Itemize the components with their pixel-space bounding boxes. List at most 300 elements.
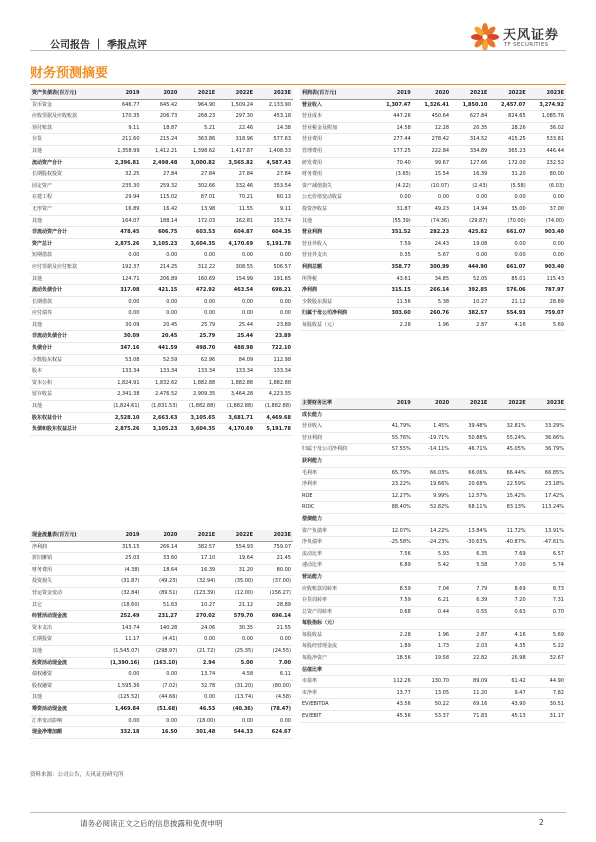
- table-cell: (25.35): [217, 645, 255, 657]
- section-rule: [30, 84, 566, 85]
- table-cell: 334.89: [451, 145, 489, 157]
- table-cell: 36.66%: [528, 432, 566, 444]
- row-label: 筹资活动现金流: [30, 703, 104, 715]
- table-cell: 824.65: [489, 111, 527, 123]
- table-cell: 0.00: [255, 250, 293, 262]
- table-cell: 0.00: [217, 250, 255, 262]
- table-cell: 80.00: [255, 564, 293, 576]
- table-cell: 55.24%: [489, 432, 527, 444]
- table-cell: (163.10): [142, 657, 180, 669]
- table-cell: 13.91%: [528, 525, 566, 537]
- table-cell: 87.01: [179, 192, 217, 204]
- table-cell: 80.00: [528, 169, 566, 181]
- table-cell: 0.68: [374, 606, 412, 618]
- table-cell: 23.18%: [528, 479, 566, 491]
- logo-cn-text: 天风证券: [503, 28, 560, 43]
- row-label: 资产负债率: [300, 525, 374, 537]
- table-row: [30, 424, 293, 436]
- table-cell: 25.44: [217, 331, 255, 343]
- row-label: 股东权益合计: [30, 412, 104, 424]
- column-header: 2021E: [451, 398, 489, 409]
- table-row: [300, 629, 566, 641]
- column-header: 2019: [374, 88, 412, 99]
- table-cell: (31.20): [217, 680, 255, 692]
- table-cell: 3,604.35: [179, 238, 217, 250]
- table-cell: 164.07: [104, 215, 142, 227]
- table-cell: (1,882.88): [179, 401, 217, 413]
- table-cell: 61.42: [489, 676, 527, 688]
- table-row: [30, 692, 293, 704]
- row-label: 每股收益: [300, 629, 374, 641]
- table-cell: 627.84: [451, 111, 489, 123]
- table-cell: 14.22%: [413, 525, 451, 537]
- table-cell: 7.59: [374, 238, 412, 250]
- table-cell: 4,469.68: [255, 412, 293, 424]
- table-cell: 3,105.65: [179, 412, 217, 424]
- table-cell: 232.52: [528, 157, 566, 169]
- table-cell: 23.89: [255, 331, 293, 343]
- table-cell: (1,831.53): [142, 401, 180, 413]
- table-row: [30, 157, 293, 169]
- table-row: [30, 343, 293, 355]
- table-cell: 50.88%: [451, 432, 489, 444]
- column-header: 资产负债表(百万元): [30, 88, 104, 99]
- table-cell: 19.58: [413, 653, 451, 665]
- table-cell: 2.28: [374, 319, 412, 331]
- row-label: 长期借款: [30, 296, 104, 308]
- table-cell: 2,909.35: [179, 389, 217, 401]
- table-cell: 0.55: [451, 606, 489, 618]
- table-cell: [451, 455, 489, 467]
- table-cell: 222.84: [413, 145, 451, 157]
- table-cell: 24.43: [413, 238, 451, 250]
- table-cell: 270.02: [179, 611, 217, 623]
- row-label: 无形资产: [30, 203, 104, 215]
- table-row: [300, 618, 566, 630]
- table-cell: 1,412.21: [142, 145, 180, 157]
- table-cell: 347.16: [104, 343, 142, 355]
- table-row: [300, 502, 566, 514]
- table-cell: 0.00: [374, 192, 412, 204]
- table-cell: 5,191.78: [255, 424, 293, 436]
- table-cell: 84.09: [217, 354, 255, 366]
- table-cell: 55.76%: [374, 432, 412, 444]
- table-cell: 317.08: [104, 285, 142, 297]
- table-cell: 0.00: [142, 715, 180, 727]
- table-cell: 5.38: [413, 296, 451, 308]
- row-label: 其他: [30, 145, 104, 157]
- row-label: 偿债能力: [300, 513, 374, 525]
- table-cell: 4,587.43: [255, 157, 293, 169]
- logo-en-text: TF SECURITIES: [504, 42, 549, 48]
- table-cell: (35.00): [217, 576, 255, 588]
- table-cell: 16.50: [142, 727, 180, 739]
- table-cell: 722.10: [255, 343, 293, 355]
- table-cell: 2,498.48: [142, 157, 180, 169]
- table-cell: 0.00: [255, 296, 293, 308]
- table-cell: 15.54: [413, 169, 451, 181]
- table-cell: [489, 409, 527, 421]
- table-cell: 32.25: [104, 169, 142, 181]
- table-row: [300, 687, 566, 699]
- row-label: ROIC: [300, 502, 374, 514]
- table-cell: 5.93: [413, 548, 451, 560]
- table-row: [300, 653, 566, 665]
- table-cell: 661.07: [489, 227, 527, 239]
- flower-logo-icon: [470, 22, 500, 52]
- table-cell: 66.44%: [489, 467, 527, 479]
- table-cell: 303.60: [374, 308, 412, 320]
- table-cell: 5,191.78: [255, 238, 293, 250]
- row-label: 负债和股东权益总计: [30, 424, 104, 436]
- table-cell: 9.47: [489, 687, 527, 699]
- table-cell: 26.98: [489, 653, 527, 665]
- table-cell: 30.51: [528, 699, 566, 711]
- table-cell: 315.15: [374, 285, 412, 297]
- table-cell: [374, 409, 412, 421]
- table-cell: 12.07%: [374, 525, 412, 537]
- section-title: 财务预测摘要: [30, 66, 109, 81]
- table-cell: 498.70: [179, 343, 217, 355]
- table-cell: 1.96: [413, 629, 451, 641]
- row-label: EV/EBITDA: [300, 699, 374, 711]
- table-cell: 1,824.91: [104, 377, 142, 389]
- table-row: [300, 227, 566, 239]
- row-label: 研发费用: [300, 157, 374, 169]
- table-cell: 16.42: [142, 203, 180, 215]
- table-cell: 211.60: [104, 134, 142, 146]
- table-cell: [413, 571, 451, 583]
- table-cell: 17.10: [179, 553, 217, 565]
- table-cell: 415.25: [489, 134, 527, 146]
- table-cell: 698.21: [255, 285, 293, 297]
- table-cell: 2.28: [374, 629, 412, 641]
- table-cell: 787.97: [528, 285, 566, 297]
- table-cell: 7.79: [451, 583, 489, 595]
- table-cell: 353.54: [255, 180, 293, 192]
- table-cell: 19.08: [451, 238, 489, 250]
- table-cell: (5.58): [489, 180, 527, 192]
- table-cell: 4,170.69: [217, 238, 255, 250]
- table-cell: 0.00: [255, 634, 293, 646]
- column-header: 2021E: [179, 530, 217, 541]
- row-label: 流动比率: [300, 548, 374, 560]
- table-cell: -14.11%: [413, 444, 451, 456]
- row-label: 非流动资产合计: [30, 227, 104, 239]
- table-cell: 314.52: [451, 134, 489, 146]
- table-cell: 1,509.24: [217, 99, 255, 111]
- row-label: 留存收益: [30, 389, 104, 401]
- table-cell: 278.42: [413, 134, 451, 146]
- table-cell: 51.63: [142, 599, 180, 611]
- table-cell: (156.27): [255, 587, 293, 599]
- table-cell: 19.66%: [413, 479, 451, 491]
- table-cell: 4,223.35: [255, 389, 293, 401]
- table-cell: 14.38: [255, 122, 293, 134]
- table-cell: 506.57: [255, 261, 293, 273]
- table-cell: 2,875.26: [104, 238, 142, 250]
- table-cell: 12.27%: [374, 490, 412, 502]
- table-row: [30, 599, 293, 611]
- table-cell: 60.13: [255, 192, 293, 204]
- table-cell: [374, 664, 412, 676]
- row-label: 获利能力: [300, 455, 374, 467]
- table-cell: 49.23: [413, 203, 451, 215]
- table-row: [300, 145, 566, 157]
- table-cell: [451, 409, 489, 421]
- table-cell: (29.87): [451, 215, 489, 227]
- column-header: 2020: [142, 530, 180, 541]
- table-cell: 1,469.84: [104, 703, 142, 715]
- table-cell: 392.85: [451, 285, 489, 297]
- table-cell: 188.14: [142, 215, 180, 227]
- row-label: 毛利率: [300, 467, 374, 479]
- table-cell: 52.82%: [413, 502, 451, 514]
- source-note: 资料来源：公司公告，天风证券研究所: [30, 772, 124, 778]
- row-label: ROE: [300, 490, 374, 502]
- table-cell: 0.00: [528, 250, 566, 262]
- table-cell: (32.94): [179, 576, 217, 588]
- table-cell: 297.30: [217, 111, 255, 123]
- column-header: 2019: [374, 398, 412, 409]
- table-cell: 27.84: [179, 169, 217, 181]
- table-row: [30, 727, 293, 739]
- table-cell: 554.93: [217, 541, 255, 553]
- table-row: [300, 595, 566, 607]
- row-label: 其他: [30, 215, 104, 227]
- table-cell: 0.00: [104, 715, 142, 727]
- table-cell: (21.72): [179, 645, 217, 657]
- table-cell: (13.74): [217, 692, 255, 704]
- table-cell: (1,545.07): [104, 645, 142, 657]
- column-header: 2022E: [217, 88, 255, 99]
- table-cell: 277.44: [374, 134, 412, 146]
- table-row: [300, 490, 566, 502]
- table-cell: (298.97): [142, 645, 180, 657]
- row-label: 净利润: [300, 285, 374, 297]
- table-cell: 2,396.81: [104, 157, 142, 169]
- table-cell: 16.39: [451, 169, 489, 181]
- row-label: 归属于母公司净利润: [300, 444, 374, 456]
- row-label: 预付账款: [30, 122, 104, 134]
- table-cell: 3,464.28: [217, 389, 255, 401]
- table-cell: (3.65): [374, 169, 412, 181]
- row-label: 投资活动现金流: [30, 657, 104, 669]
- table-cell: 14.94: [451, 203, 489, 215]
- table-cell: 62.96: [179, 354, 217, 366]
- row-label: 资本支出: [30, 622, 104, 634]
- table-cell: [374, 455, 412, 467]
- table-cell: (12.00): [217, 587, 255, 599]
- column-header: 2019: [104, 88, 142, 99]
- table-cell: 27.84: [142, 169, 180, 181]
- table-cell: 447.26: [374, 111, 412, 123]
- table-cell: 266.14: [413, 285, 451, 297]
- table-cell: 113.24%: [528, 502, 566, 514]
- table-cell: 11.56: [374, 296, 412, 308]
- row-label: 存货周转率: [300, 595, 374, 607]
- table-cell: 215.24: [142, 134, 180, 146]
- table-cell: 259.32: [142, 180, 180, 192]
- table-cell: 5.00: [217, 657, 255, 669]
- table-cell: [528, 664, 566, 676]
- table-cell: 363.86: [179, 134, 217, 146]
- table-cell: 1,882.88: [179, 377, 217, 389]
- table-cell: 0.00: [142, 669, 180, 681]
- table-row: [300, 537, 566, 549]
- table-cell: 18.87: [142, 122, 180, 134]
- table-row: [300, 169, 566, 181]
- table-cell: (55.39): [374, 215, 412, 227]
- table-cell: 544.33: [217, 727, 255, 739]
- table-cell: 0.00: [489, 238, 527, 250]
- table-cell: 533.81: [528, 134, 566, 146]
- balance-sheet-table: [30, 88, 293, 436]
- table-row: [300, 676, 566, 688]
- income-statement-table: [300, 88, 566, 331]
- table-cell: 282.23: [413, 227, 451, 239]
- table-cell: 4.16: [489, 319, 527, 331]
- table-cell: 604.35: [255, 227, 293, 239]
- table-cell: 46.53: [179, 703, 217, 715]
- table-cell: 45.05%: [489, 444, 527, 456]
- table-row: [300, 560, 566, 572]
- table-cell: 68.11%: [451, 502, 489, 514]
- column-header: 2021E: [179, 88, 217, 99]
- table-cell: 1,882.88: [217, 377, 255, 389]
- table-row: [300, 444, 566, 456]
- table-cell: 4.58: [217, 669, 255, 681]
- table-cell: 606.75: [142, 227, 180, 239]
- table-cell: 0.00: [179, 296, 217, 308]
- table-cell: 65.79%: [374, 467, 412, 479]
- table-row: [300, 525, 566, 537]
- table-row: [30, 192, 293, 204]
- row-label: 折旧摊销: [30, 553, 104, 565]
- row-label: 营业利润: [300, 227, 374, 239]
- table-cell: 1,307.47: [374, 99, 412, 111]
- table-cell: (4.41): [142, 634, 180, 646]
- table-row: [300, 664, 566, 676]
- table-row: [30, 553, 293, 565]
- table-cell: 124.71: [104, 273, 142, 285]
- table-cell: (32.84): [104, 587, 142, 599]
- table-cell: 472.92: [179, 285, 217, 297]
- table-row: [300, 285, 566, 297]
- table-cell: 24.06: [179, 622, 217, 634]
- table-cell: 7.00: [489, 560, 527, 572]
- table-cell: 28.89: [528, 296, 566, 308]
- row-label: 财务费用: [300, 169, 374, 181]
- row-label: 其它: [30, 599, 104, 611]
- table-cell: 0.00: [179, 634, 217, 646]
- row-label: 每股指标（元）: [300, 618, 374, 630]
- table-cell: 30.09: [104, 319, 142, 331]
- table-cell: 252.49: [104, 611, 142, 623]
- table-row: [30, 203, 293, 215]
- row-label: 其他: [30, 401, 104, 413]
- table-cell: (74.00): [528, 215, 566, 227]
- table-row: [300, 479, 566, 491]
- table-cell: 0.00: [255, 715, 293, 727]
- table-cell: 154.99: [217, 273, 255, 285]
- table-cell: 3,274.92: [528, 99, 566, 111]
- row-label: 营运能力: [300, 571, 374, 583]
- table-cell: 31.20: [489, 169, 527, 181]
- table-cell: 50.22: [413, 699, 451, 711]
- table-row: [300, 571, 566, 583]
- table-cell: [489, 571, 527, 583]
- table-cell: 19.64: [217, 553, 255, 565]
- table-cell: 0.00: [489, 250, 527, 262]
- table-cell: (31.87): [104, 576, 142, 588]
- table-header-row: [30, 88, 293, 99]
- table-cell: 488.98: [217, 343, 255, 355]
- table-cell: 5.74: [528, 560, 566, 572]
- table-cell: 21.12: [489, 296, 527, 308]
- table-cell: 759.07: [528, 308, 566, 320]
- row-label: 公允价值变动收益: [300, 192, 374, 204]
- table-cell: [489, 455, 527, 467]
- row-label: 少数股东权益: [30, 354, 104, 366]
- table-cell: 903.40: [528, 227, 566, 239]
- report-header-title: 公司报告 ｜ 季报点评: [50, 40, 147, 51]
- table-row: [300, 711, 566, 723]
- table-cell: [528, 409, 566, 421]
- row-label: 存货: [30, 134, 104, 146]
- table-cell: 29.94: [104, 192, 142, 204]
- row-label: 营业成本: [300, 111, 374, 123]
- table-cell: 9.99%: [413, 490, 451, 502]
- table-cell: 6.39: [451, 595, 489, 607]
- table-cell: 32.78: [179, 680, 217, 692]
- table-cell: (125.52): [104, 692, 142, 704]
- table-cell: 759.07: [255, 541, 293, 553]
- table-cell: 6.21: [413, 595, 451, 607]
- table-cell: 133.34: [142, 366, 180, 378]
- row-label: 股本: [30, 366, 104, 378]
- table-cell: 32.67: [528, 653, 566, 665]
- table-cell: 88.40%: [374, 502, 412, 514]
- row-label: 营业收入: [300, 421, 374, 433]
- table-cell: 2.94: [179, 657, 217, 669]
- table-cell: 308.55: [217, 261, 255, 273]
- table-row: [300, 455, 566, 467]
- row-label: 其他: [30, 645, 104, 657]
- table-cell: 6.11: [255, 669, 293, 681]
- table-cell: 12.57%: [451, 490, 489, 502]
- table-cell: 177.25: [374, 145, 412, 157]
- row-label: 长期投资: [30, 634, 104, 646]
- table-cell: 450.64: [413, 111, 451, 123]
- table-cell: 1.96: [413, 319, 451, 331]
- table-cell: 2,476.52: [142, 389, 180, 401]
- column-header: 2020: [413, 398, 451, 409]
- table-cell: 312.22: [179, 261, 217, 273]
- table-cell: 231.27: [142, 611, 180, 623]
- table-cell: 21.55: [255, 622, 293, 634]
- table-row: [300, 467, 566, 479]
- table-row: [300, 432, 566, 444]
- column-header: 2023E: [528, 88, 566, 99]
- table-cell: 31.20: [217, 564, 255, 576]
- row-label: 固定资产: [30, 180, 104, 192]
- table-cell: (4.22): [374, 180, 412, 192]
- table-cell: 8.69: [489, 583, 527, 595]
- table-cell: 99.67: [413, 157, 451, 169]
- table-cell: 0.00: [142, 250, 180, 262]
- table-row: [30, 273, 293, 285]
